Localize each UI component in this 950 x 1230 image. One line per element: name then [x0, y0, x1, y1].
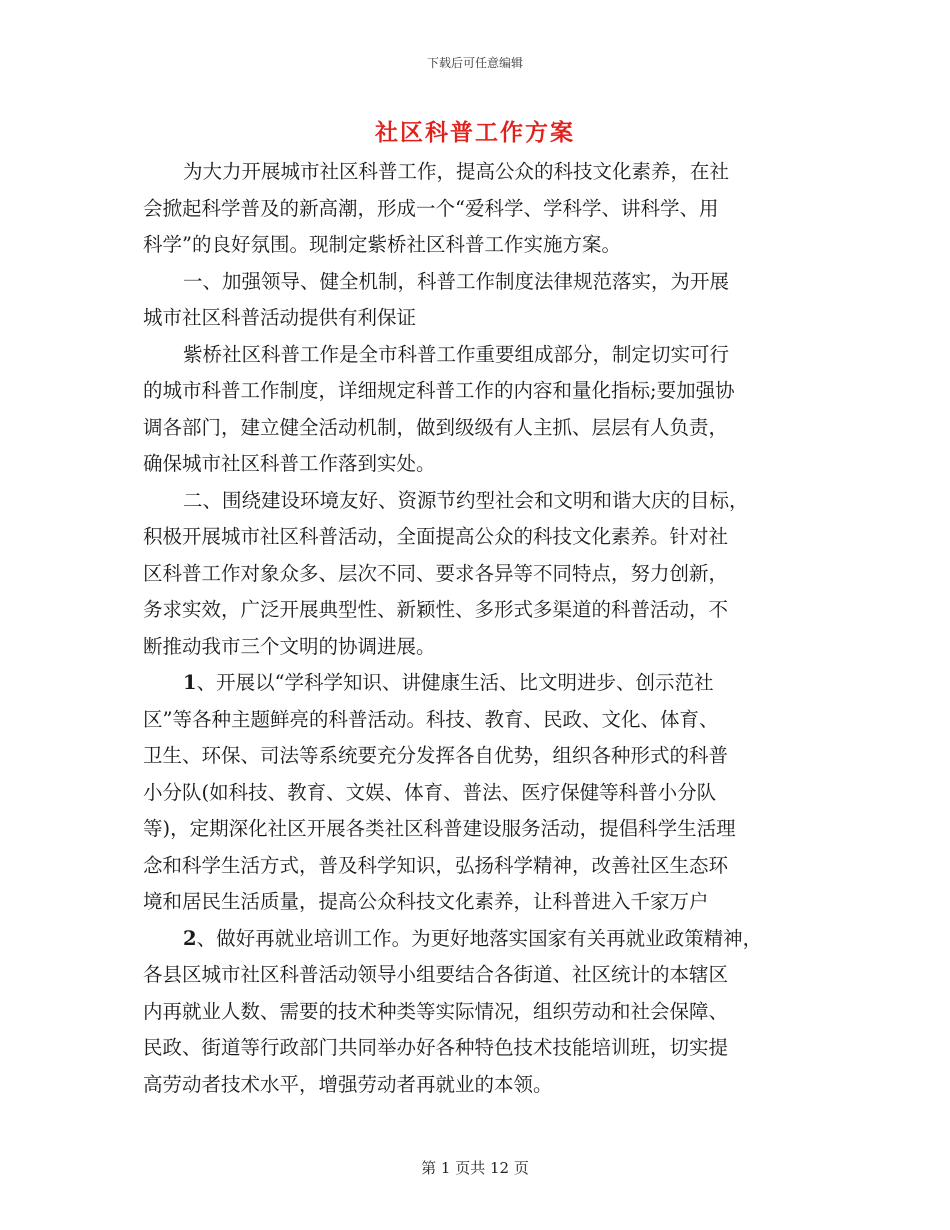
text-line: 务求实效，广泛开展典型性、新颖性、多形式多渠道的科普活动，不: [143, 598, 729, 621]
text-line: [143, 921, 815, 958]
paragraph-intro: [143, 154, 815, 264]
item-number: 1: [183, 671, 197, 694]
text-line: 高劳动者技术水平，增强劳动者再就业的本领。: [143, 1072, 553, 1096]
text-line: [143, 665, 815, 702]
header-note: 下载后可任意编辑: [426, 56, 523, 70]
text-line: 境和居民生活质量，提高公众科技文化素养，让科普进入千家万户: [143, 890, 709, 913]
text-line: 调各部门，建立健全活动机制，做到级级有人主抓、层层有人负责，: [143, 415, 729, 439]
text-line: 小分队(如科技、教育、文娱、体育、普法、医疗保健等科普小分队: [143, 780, 717, 804]
section-heading-2: [143, 483, 815, 666]
paragraph-section-1: [143, 337, 815, 483]
text-line: 科学”的良好氛围。现制定紫桥社区科普工作实施方案。: [143, 233, 621, 256]
section-heading-1: [143, 264, 815, 337]
page-footer: 第 1 页共 12 页: [421, 1159, 529, 1177]
text-line: 念和科学生活方式，普及科学知识，弘扬科学精神，改善社区生态环: [143, 853, 729, 877]
text-line: 各县区城市社区科普活动领导小组要结合各街道、社区统计的本辖区: [143, 963, 729, 986]
text-line: 二、围绕建设环境友好、资源节约型社会和文明和谐大庆的目标，: [183, 488, 749, 512]
paragraph-item-2: [143, 921, 815, 1104]
text-line: 积极开展城市社区科普活动，全面提高公众的科技文化素养。针对社: [143, 525, 729, 548]
text-line: 区”等各种主题鲜亮的科普活动。科技、教育、民政、文化、体育、: [143, 707, 719, 731]
item-number: 2: [183, 926, 197, 950]
document-body: [143, 154, 815, 1103]
text-line: 民政、街道等行政部门共同举办好各种特色技术技能培训班，切实提: [143, 1036, 729, 1059]
text-line: 卫生、环保、司法等系统要充分发挥各自优势，组织各种形式的科普: [143, 744, 729, 767]
item-first-line: 、开展以“学科学知识、讲健康生活、比文明进步、创示范社: [196, 671, 714, 694]
text-line: 会掀起科学普及的新高潮，形成一个“爱科学、学科学、讲科学、用: [143, 196, 719, 220]
text-line: 城市社区科普活动提供有利保证: [143, 306, 417, 329]
text-line: 确保城市社区科普工作落到实处。: [143, 452, 436, 475]
text-line: 内再就业人数、需要的技术种类等实际情况，组织劳动和社会保障、: [143, 999, 729, 1023]
text-line: 区科普工作对象众多、层次不同、要求各异等不同特点，努力创新，: [143, 561, 729, 585]
text-line: 一、加强领导、健全机制，科普工作制度法律规范落实，为开展: [183, 269, 730, 293]
paragraph-item-1: [143, 665, 815, 921]
item-first-line: 、做好再就业培训工作。为更好地落实国家有关再就业政策精神，: [196, 926, 763, 950]
text-line: 的城市科普工作制度，详细规定科普工作的内容和量化指标;要加强协: [143, 379, 735, 402]
text-line: 等)，定期深化社区开展各类社区科普建设服务活动，提倡科学生活理: [143, 817, 736, 840]
document-title: 社区科普工作方案: [375, 119, 575, 146]
text-line: 断推动我市三个文明的协调进展。: [143, 634, 436, 658]
text-line: 紫桥社区科普工作是全市科普工作重要组成部分，制定切实可行: [183, 342, 730, 366]
text-line: 为大力开展城市社区科普工作，提高公众的科技文化素养，在社: [183, 160, 730, 183]
